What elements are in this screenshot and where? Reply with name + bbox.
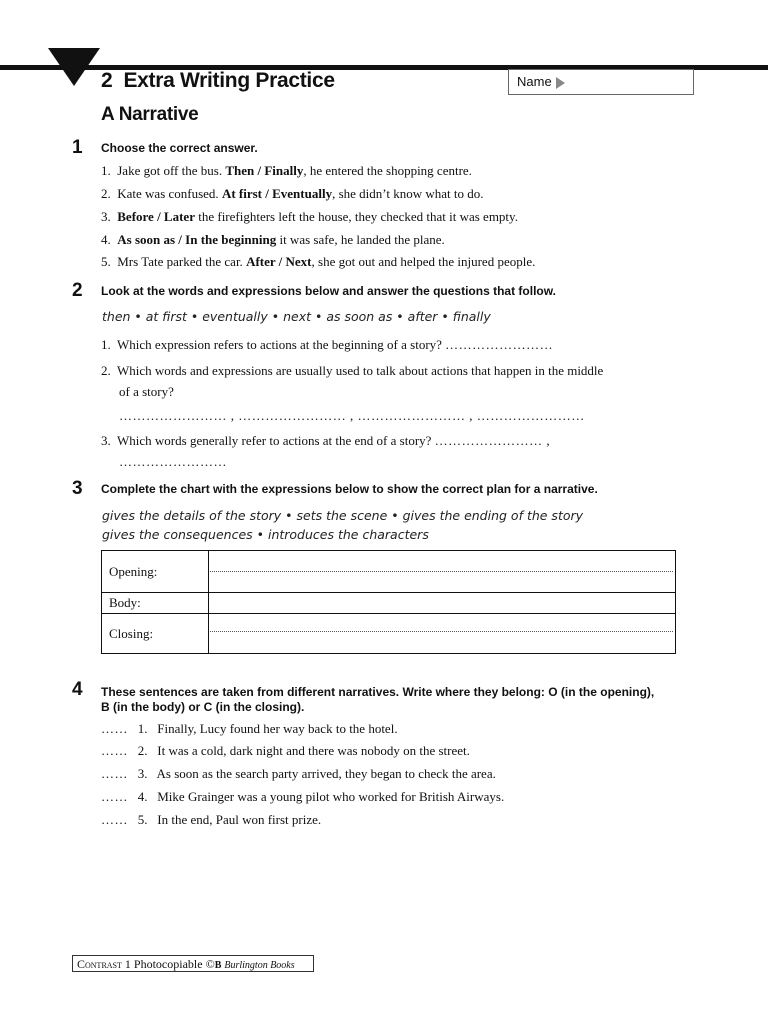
item-text: It was a cold, dark night and there was nobody on the street.: [157, 743, 470, 758]
section1-instruction: Choose the correct answer.: [101, 141, 258, 155]
choice-text[interactable]: After / Next: [246, 254, 312, 269]
section4-item-1: [101, 721, 398, 737]
triangle-marker-icon: [48, 48, 100, 86]
page-subtitle: A Narrative: [101, 104, 199, 125]
section1-item-5: [101, 254, 535, 270]
item-text: , she got out and helped the injured people.: [311, 254, 536, 269]
copyright-symbol: ©: [205, 957, 215, 971]
section1-item-1: [101, 163, 472, 179]
item-text: As soon as the search party arrived, they began to check the area.: [156, 766, 496, 781]
item-text: , he entered the shopping centre.: [303, 163, 472, 178]
section2-question-1: [101, 337, 553, 353]
answer-line[interactable]: [210, 631, 673, 632]
section3-bank-line-1: gives the details of the story • sets the scene • gives the ending of the story: [102, 508, 584, 523]
item-text: Which expression refers to actions at the beginning of a story?: [117, 337, 442, 352]
item-number: 2.: [101, 363, 111, 378]
section2-instruction: Look at the words and expressions below and answer the questions that follow.: [101, 284, 556, 298]
chart-label-opening: Opening:: [109, 564, 158, 579]
item-number: 4.: [137, 789, 148, 804]
item-text: Kate was confused.: [117, 186, 222, 201]
item-number: 3.: [101, 433, 111, 448]
item-number: 5.: [137, 812, 148, 827]
section4-instruction-line-1: These sentences are taken from different narratives. Write where they belong: O (in the opening),: [101, 685, 655, 699]
chart-row-closing: [102, 614, 675, 654]
section4-item-4: [101, 789, 504, 805]
item-text: Jake got off the bus.: [117, 163, 226, 178]
section2-question-2: [101, 363, 603, 379]
item-number: 1.: [101, 163, 111, 178]
choice-text[interactable]: Before / Later: [117, 209, 195, 224]
item-text: , she didn’t know what to do.: [332, 186, 484, 201]
chart-label-body: Body:: [109, 595, 141, 610]
item-number: 4.: [101, 232, 111, 247]
section-number-1: 1: [72, 137, 83, 158]
section-number-4: 4: [72, 679, 83, 700]
answer-blank[interactable]: ……: [101, 743, 128, 758]
section2-word-bank: then • at first • eventually • next • as soon as • after • finally: [102, 309, 491, 324]
item-text: the firefighters left the house, they checked that it was empty.: [194, 209, 518, 224]
item-text: Which words generally refer to actions at the end of a story?: [117, 433, 432, 448]
item-text-continued: of a story?: [119, 384, 174, 399]
section3-bank-line-2: gives the consequences • introduces the characters: [102, 527, 429, 542]
narrative-plan-chart: [101, 550, 676, 654]
choice-text[interactable]: As soon as / In the beginning: [117, 232, 277, 247]
section3-instruction: Complete the chart with the expressions below to show the correct plan for a narrative.: [101, 482, 598, 496]
choice-text[interactable]: At first / Eventually: [221, 186, 333, 201]
arrow-right-icon: [556, 77, 565, 89]
publisher-logo-icon: B: [214, 960, 222, 971]
answer-blank[interactable]: …………………… ,: [434, 433, 551, 448]
section-number-2: 2: [72, 280, 83, 301]
section-number-3: 3: [72, 478, 83, 499]
footer-publisher: Burlington Books: [224, 960, 295, 971]
footer-text: [77, 957, 295, 972]
chart-label-closing: Closing:: [109, 626, 154, 641]
item-text: Which words and expressions are usually used to talk about actions that happen in the middle: [117, 363, 604, 378]
footer-series: Contrast: [77, 957, 122, 971]
section4-instruction-line-2: B (in the body) or C (in the closing).: [101, 700, 305, 714]
item-text: Mike Grainger was a young pilot who worked for British Airways.: [157, 789, 505, 804]
item-number: 1.: [101, 337, 111, 352]
item-number: 3.: [101, 209, 111, 224]
footer-label: Photocopiable: [133, 957, 203, 971]
page-title: 2 Extra Writing Practice: [101, 69, 335, 92]
item-number: 2.: [137, 743, 148, 758]
item-text: Mrs Tate parked the car.: [117, 254, 247, 269]
choice-text[interactable]: Then / Finally: [225, 163, 304, 178]
item-number: 3.: [137, 766, 148, 781]
answer-blank[interactable]: …………………… , …………………… , …………………… , ……………………: [119, 408, 585, 423]
answer-blank[interactable]: ……: [101, 789, 128, 804]
item-number: 1.: [137, 721, 148, 736]
item-number: 5.: [101, 254, 111, 269]
item-text: it was safe, he landed the plane.: [276, 232, 445, 247]
item-text: Finally, Lucy found her way back to the hotel.: [157, 721, 398, 736]
item-text: In the end, Paul won first prize.: [157, 812, 322, 827]
section1-item-4: [101, 232, 445, 248]
answer-blank[interactable]: ……………………: [119, 454, 227, 469]
footer-level: 1: [124, 957, 131, 971]
chart-row-body: [102, 593, 675, 614]
name-label: Name: [517, 74, 552, 89]
section2-question-3: [101, 433, 550, 449]
item-number: 2.: [101, 186, 111, 201]
answer-line[interactable]: [210, 571, 673, 572]
section4-item-5: [101, 812, 321, 828]
section1-item-2: [101, 186, 484, 202]
section1-item-3: [101, 209, 518, 225]
answer-blank[interactable]: ……: [101, 766, 128, 781]
chart-row-opening: [102, 551, 675, 593]
answer-blank[interactable]: ……: [101, 812, 128, 827]
section4-item-2: [101, 743, 470, 759]
answer-blank[interactable]: ……………………: [445, 337, 554, 352]
answer-blank[interactable]: ……: [101, 721, 128, 736]
section4-item-3: [101, 766, 496, 782]
